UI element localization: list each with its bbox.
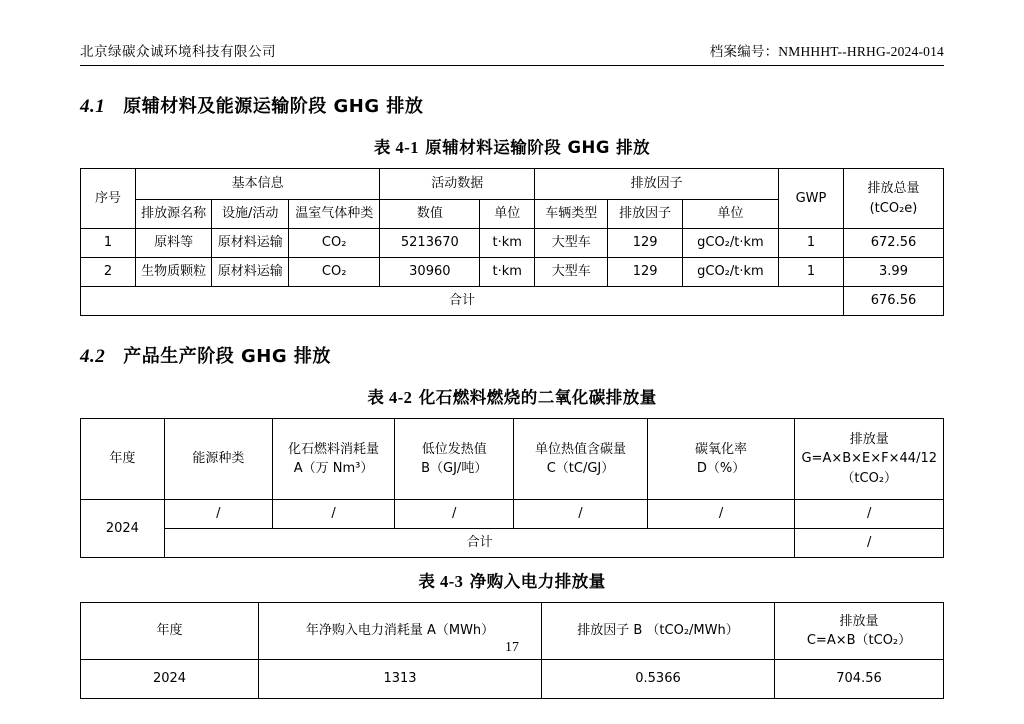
subheader-vehicle-type: 车辆类型: [535, 200, 608, 229]
cell-source-name: 生物质颗粒: [136, 258, 212, 287]
cell-seq: 2: [81, 258, 136, 287]
cell-sum-value: /: [795, 529, 944, 558]
table-transport-emissions: [80, 168, 944, 316]
section-number: 4.2: [80, 346, 106, 367]
table-fossil-fuel-emissions: [80, 418, 944, 558]
cell-facility: 原材料运输: [212, 258, 289, 287]
cell-electricity-consumption: 1313: [259, 660, 542, 699]
cell-emission: 704.56: [775, 660, 944, 699]
header-archive-number: 档案编号：NMHHHT--HRHG-2024-014: [709, 44, 944, 59]
header-total-emission: [844, 169, 944, 229]
header-oxidation-rate-l2: D（%）: [696, 461, 746, 476]
header-oxidation-rate-l1: 碳氧化率: [695, 441, 748, 457]
section-number: 4.1: [80, 96, 106, 117]
table-2-caption: [80, 384, 944, 408]
cell-gwp: 1: [779, 258, 844, 287]
table-3-caption-text: 净购入电力排放量: [469, 572, 606, 591]
header-fuel-consumption-l2: A（万 Nm³）: [293, 461, 374, 476]
header-company-name: 北京绿碳众诚环境科技有限公司: [80, 44, 276, 59]
subheader-ghg-type: 温室气体种类: [289, 200, 380, 229]
table-row: [81, 229, 944, 258]
cell-fuel-consumption: /: [272, 500, 394, 529]
page-content: [80, 40, 944, 699]
header-emission-l3: （tCO₂）: [841, 470, 898, 486]
section-title: 原辅材料及能源运输阶段 GHG 排放: [123, 96, 424, 117]
cell-unit: t·km: [480, 229, 535, 258]
header-fuel-consumption-l1: 化石燃料消耗量: [288, 441, 380, 457]
header-carbon-content-l1: 单位热值含碳量: [534, 441, 626, 457]
header-total-emission-label: 排放总量: [867, 181, 920, 196]
subheader-unit: 单位: [480, 200, 535, 229]
table-3-caption-number: 表 4-3: [418, 572, 464, 591]
header-emission-l2: G=A×B×E×F×44/12: [801, 451, 937, 467]
header-emission-factor: 排放因子: [535, 169, 779, 200]
cell-vehicle-type: 大型车: [535, 229, 608, 258]
cell-year: 2024: [81, 500, 165, 558]
subheader-source-name: 排放源名称: [136, 200, 212, 229]
cell-ghg-type: CO₂: [289, 229, 380, 258]
cell-total: 3.99: [844, 258, 944, 287]
table-row: [81, 419, 944, 500]
cell-ef: 129: [608, 229, 682, 258]
header-emission-l1: 排放量: [839, 613, 879, 629]
cell-ef: 129: [608, 258, 682, 287]
header-emission-factor: 排放因子 B （tCO₂/MWh）: [542, 603, 775, 660]
subheader-value: 数值: [380, 200, 480, 229]
cell-gwp: 1: [779, 229, 844, 258]
cell-source-name: 原料等: [136, 229, 212, 258]
cell-ghg-type: CO₂: [289, 258, 380, 287]
cell-heat-value: /: [395, 500, 514, 529]
header-electricity-consumption: 年净购入电力消耗量 A（MWh）: [259, 603, 542, 660]
header-oxidation-rate: [647, 419, 795, 500]
cell-value: 30960: [380, 258, 480, 287]
table-row-total: [81, 529, 944, 558]
subheader-ef: 排放因子: [608, 200, 682, 229]
table-2-caption-text: 化石燃料燃烧的二氧化碳排放量: [418, 388, 657, 407]
header-emission-l1: 排放量: [849, 431, 889, 447]
table-3-caption: [80, 568, 944, 592]
section-heading-4-1: [80, 92, 944, 118]
header-energy-type: 能源种类: [164, 419, 272, 500]
header-total-emission-unit: (tCO₂e): [869, 200, 918, 216]
table-row-total: [81, 287, 944, 316]
cell-energy-type: /: [164, 500, 272, 529]
cell-seq: 1: [81, 229, 136, 258]
cell-facility: 原材料运输: [212, 229, 289, 258]
document-header: [80, 40, 944, 64]
header-year: 年度: [81, 419, 165, 500]
table-row: [81, 660, 944, 699]
cell-ef-unit: gCO₂/t·km: [682, 229, 778, 258]
section-title: 产品生产阶段 GHG 排放: [123, 346, 331, 367]
table-row: [81, 169, 944, 200]
cell-emission: /: [795, 500, 944, 529]
table-1-caption-number: 表 4-1: [373, 138, 419, 157]
cell-unit: t·km: [480, 258, 535, 287]
table-1-caption-text: 原辅材料运输阶段 GHG 排放: [425, 138, 651, 157]
cell-oxidation-rate: /: [647, 500, 795, 529]
header-emission: [795, 419, 944, 500]
page-number: 17: [505, 640, 519, 655]
cell-value: 5213670: [380, 229, 480, 258]
table-row: [81, 258, 944, 287]
header-basic-info: 基本信息: [136, 169, 380, 200]
subheader-ef-unit: 单位: [682, 200, 778, 229]
header-heat-value-l2: B（GJ/吨）: [421, 461, 488, 476]
header-year: 年度: [81, 603, 259, 660]
cell-sum-value: 676.56: [844, 287, 944, 316]
header-gwp: GWP: [779, 169, 844, 229]
cell-total: 672.56: [844, 229, 944, 258]
cell-vehicle-type: 大型车: [535, 258, 608, 287]
header-activity-data: 活动数据: [380, 169, 535, 200]
table-row: [81, 500, 944, 529]
cell-emission-factor: 0.5366: [542, 660, 775, 699]
header-carbon-content: [514, 419, 647, 500]
cell-sum-label: 合计: [164, 529, 795, 558]
header-seq: 序号: [81, 169, 136, 229]
header-heat-value-l1: 低位发热值: [421, 441, 487, 457]
header-fuel-consumption: [272, 419, 394, 500]
cell-year: 2024: [81, 660, 259, 699]
header-carbon-content-l2: C（tC/GJ）: [546, 461, 615, 476]
header-heat-value: [395, 419, 514, 500]
header-emission-l2: C=A×B（tCO₂）: [806, 633, 912, 648]
header-divider: [80, 65, 944, 66]
section-heading-4-2: [80, 342, 944, 368]
cell-ef-unit: gCO₂/t·km: [682, 258, 778, 287]
cell-carbon-content: /: [514, 500, 647, 529]
cell-sum-label: 合计: [81, 287, 844, 316]
subheader-facility: 设施/活动: [212, 200, 289, 229]
table-1-caption: [80, 134, 944, 158]
table-2-caption-number: 表 4-2: [367, 388, 413, 407]
